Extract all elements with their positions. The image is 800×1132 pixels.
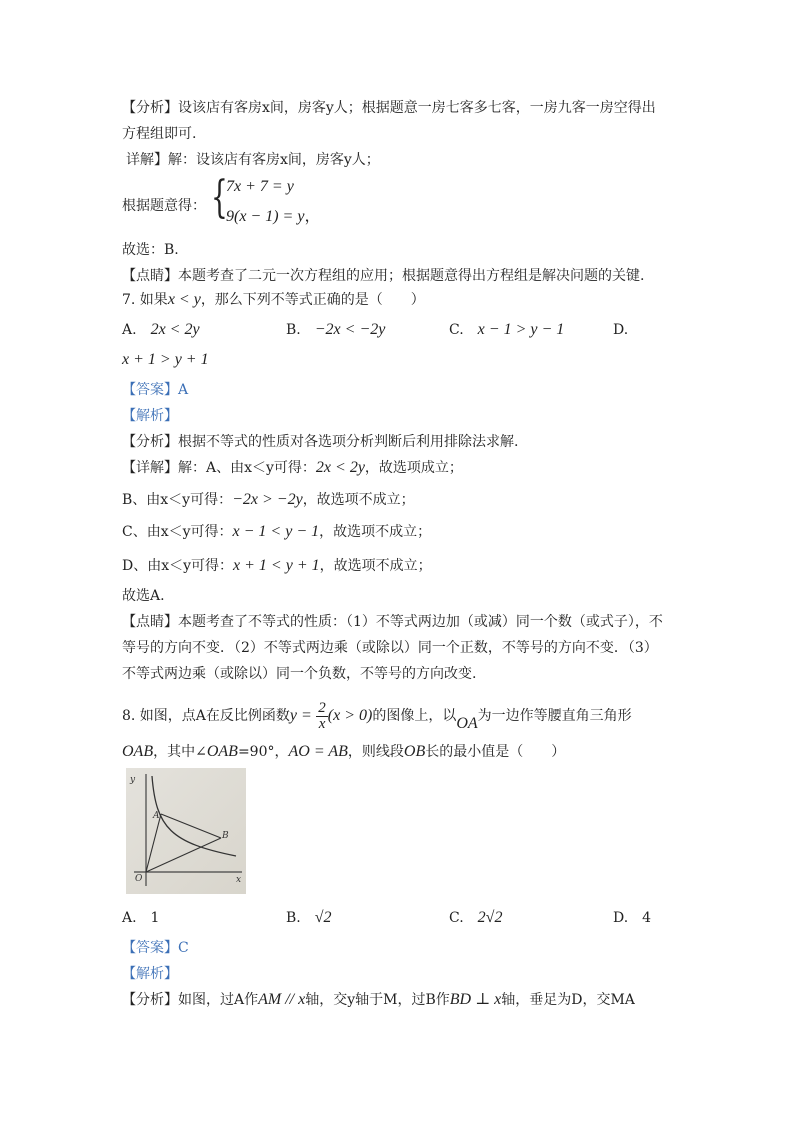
point-a-label: A [153, 811, 160, 821]
analysis-line-1: 【分析】设该店有客房x间，房客y人；根据题意一房七客多七客，一房九客一房空得出 [122, 100, 656, 116]
q7-option-d-label: D. [613, 322, 629, 338]
q8-option-b: B. √2 [286, 909, 332, 926]
q8-explain-header: 【解析】 [122, 966, 178, 982]
q8-analysis: 【分析】如图，过A作AM // x轴，交y轴于M，过B作BD ⊥ x轴，垂足为D，交MA [122, 991, 635, 1008]
q7-comment-1: 【点睛】本题考查了不等式的性质：（1）不等式两边加（或减）同一个数（或式子），不 [122, 614, 663, 630]
q7-analysis: 【分析】根据不等式的性质对各选项分析判断后利用排除法求解. [122, 434, 519, 450]
q7-option-a: A. 2x < 2y [122, 321, 200, 338]
q7-detail-d: D、由x＜y可得：x + 1 < y + 1，故选项不成立； [122, 557, 432, 574]
equation-2: 9(x − 1) = y， [226, 208, 321, 225]
q8-figure [126, 768, 246, 894]
q8-option-a: A. 1 [122, 910, 160, 926]
q8-stem-2: OAB，其中∠OAB=90°，AO = AB，则线段OB长的最小值是（ ） [122, 743, 566, 760]
q8-graph [126, 768, 246, 894]
q7-option-b: B. −2x < −2y [286, 321, 386, 338]
q7-detail-a: 【详解】解：A、由x＜y可得：2x < 2y，故选项成立； [122, 459, 463, 476]
comment-line: 【点睛】本题考查了二元一次方程组的应用；根据题意得出方程组是解决问题的关键. [122, 268, 645, 284]
q7-explain-header: 【解析】 [122, 408, 178, 424]
q7-option-d: x + 1 > y + 1 [122, 351, 209, 368]
detail-line: 详解】解：设该店有客房x间，房客y人； [126, 152, 380, 168]
q7-option-c: C. x − 1 > y − 1 [449, 321, 565, 338]
q8-option-c: C. 2√2 [449, 909, 503, 926]
q8-stem-1: 8. 如图，点A在反比例函数y = $\frac{2}{x}$ (x > 0)的图像上，以OA为一边作等腰直角三角形 [122, 699, 632, 732]
q7-detail-b: B、由x＜y可得：−2x > −2y，故选项不成立； [122, 491, 415, 508]
q7-stem: 7. 如果x < y，那么下列不等式正确的是（ ） [122, 291, 425, 308]
system-label: 根据题意得： [122, 198, 206, 214]
q7-answer: 【答案】A [122, 382, 189, 398]
q8-fraction: $\frac{2}{x}$ [318, 699, 326, 732]
q8-answer: 【答案】C [122, 940, 189, 956]
q8-option-d: D. 4 [613, 910, 652, 926]
q7-comment-2: 等号的方向不变．（2）不等式两边乘（或除以）同一个正数，不等号的方向不变．（3） [122, 640, 658, 656]
analysis-line-2: 方程组即可. [122, 126, 197, 142]
system-brace: { [211, 172, 228, 223]
q7-comment-3: 不等式两边乘（或除以）同一个负数，不等号的方向改变. [122, 666, 477, 682]
q7-choice: 故选A. [122, 588, 165, 604]
equation-1: 7x + 7 = y [226, 178, 294, 195]
y-axis-label: y [130, 775, 136, 785]
choice-line: 故选：B. [122, 242, 179, 258]
q7-detail-c: C、由x＜y可得：x − 1 < y − 1，故选项不成立； [122, 523, 432, 540]
point-b-label: B [222, 831, 229, 841]
x-axis-label: x [236, 875, 242, 885]
origin-label: O [135, 874, 143, 884]
